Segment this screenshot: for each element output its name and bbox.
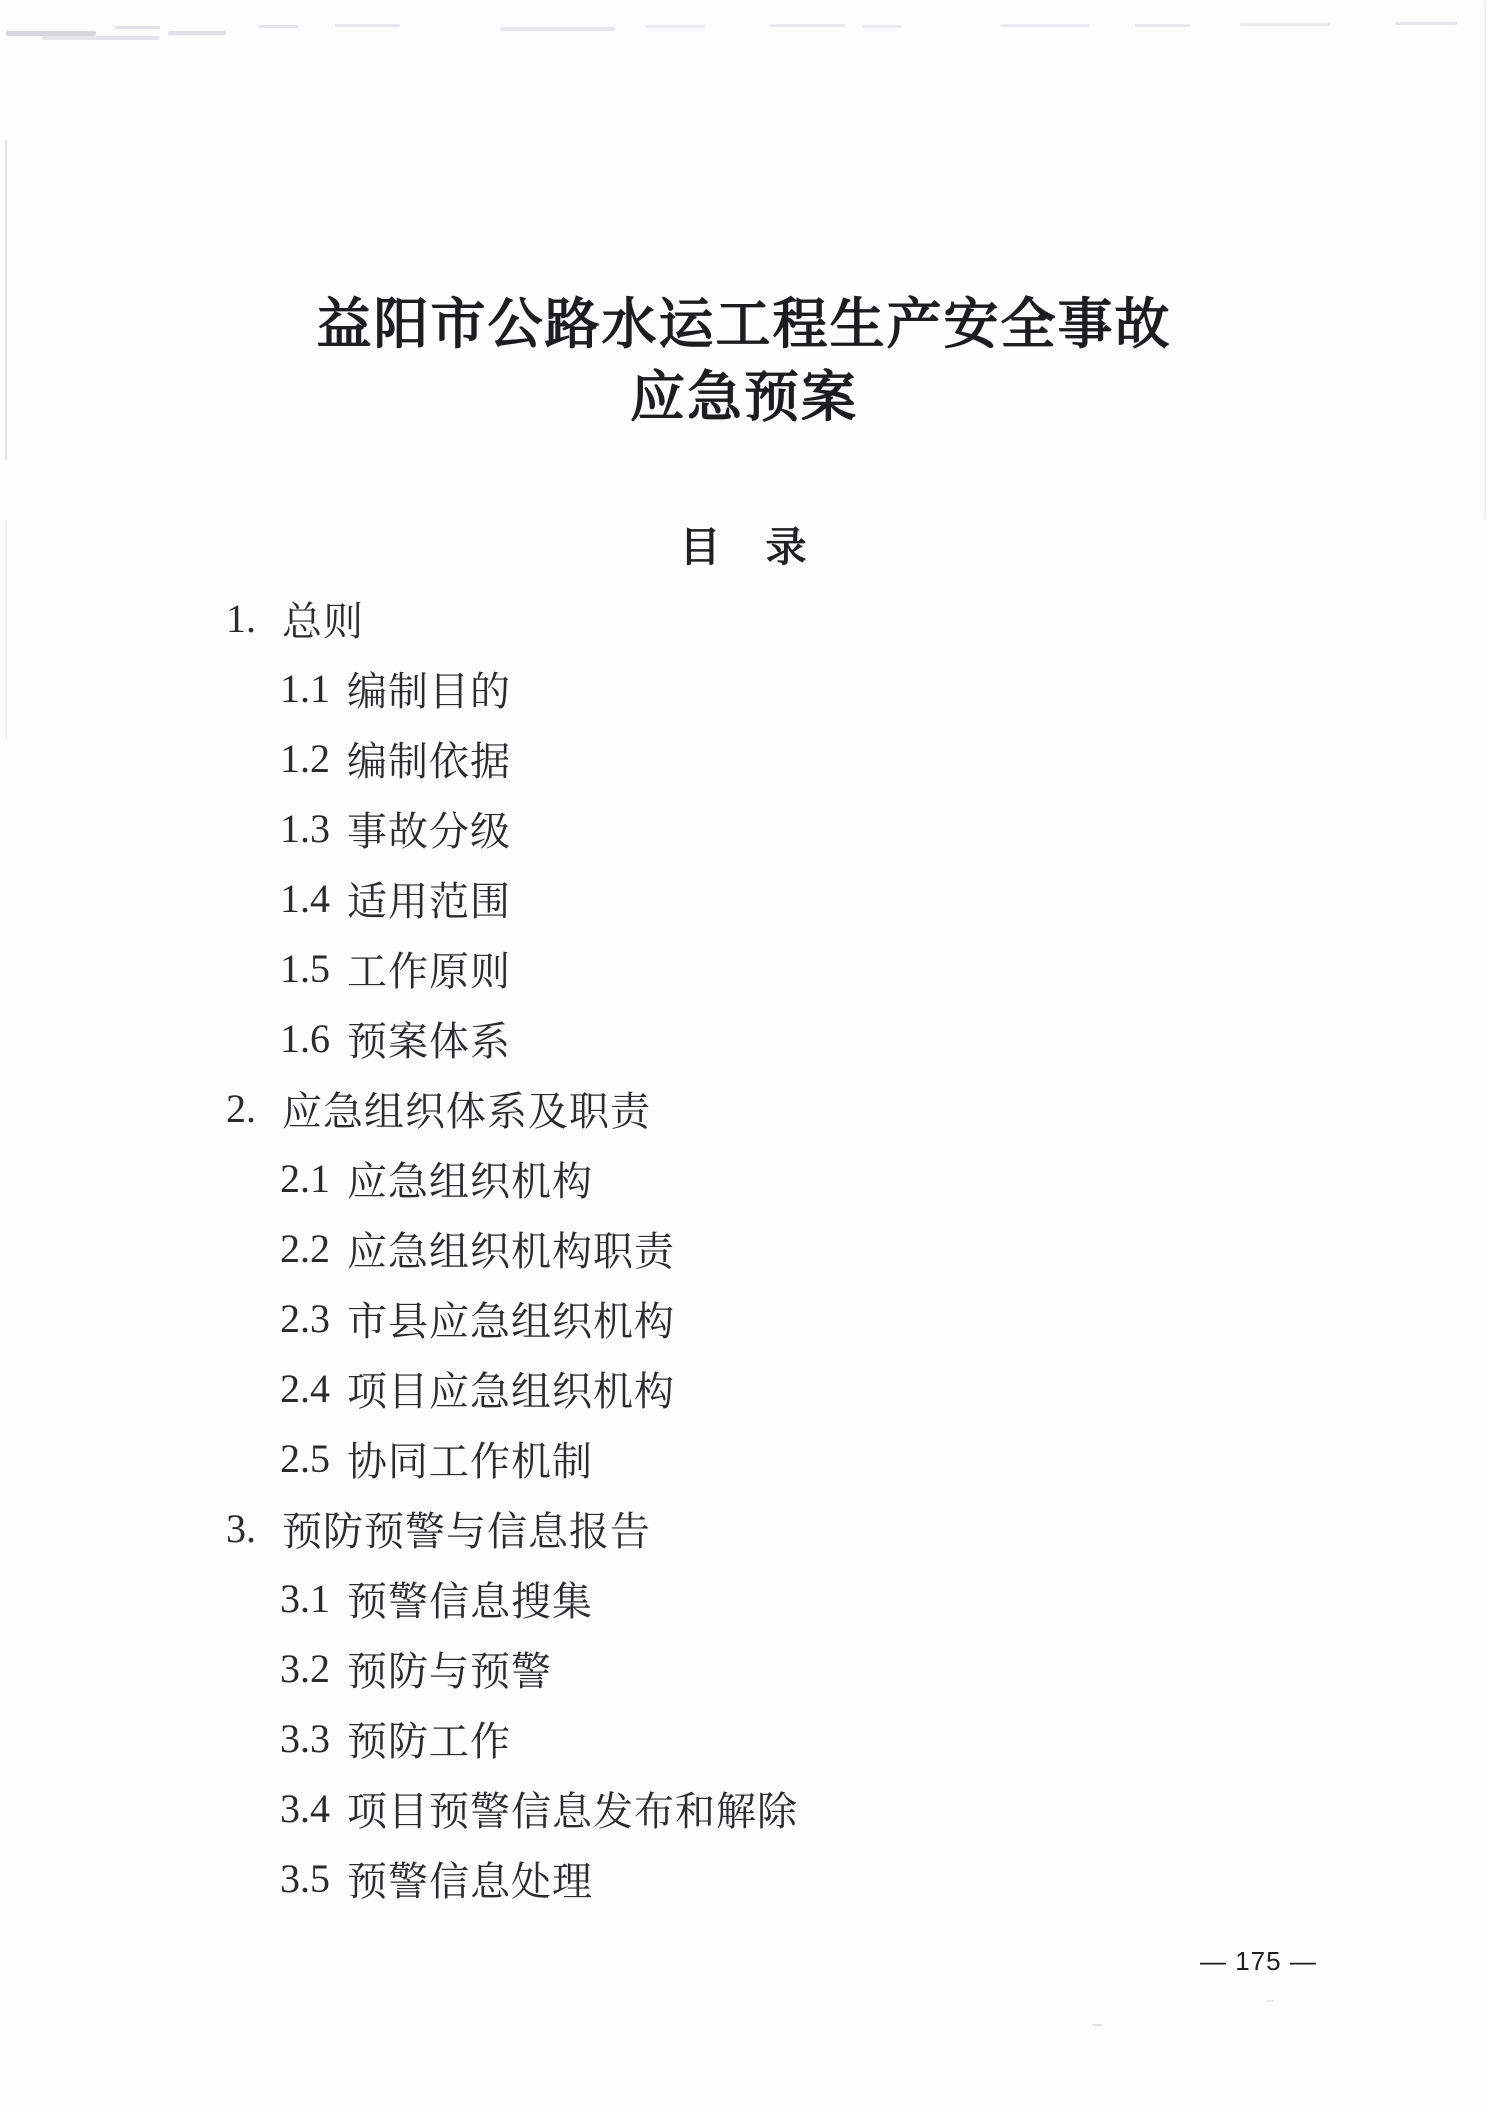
toc-item-2-2 bbox=[226, 1213, 798, 1283]
scan-streak bbox=[1000, 24, 1090, 27]
toc-item-1-1 bbox=[226, 653, 798, 723]
toc-item-label: 适用范围 bbox=[347, 878, 511, 924]
toc-item-2-1 bbox=[226, 1143, 798, 1213]
toc-list bbox=[226, 583, 798, 1913]
toc-item-1-2 bbox=[226, 723, 798, 793]
toc-item-number: 3.1 bbox=[280, 1575, 330, 1621]
toc-item-number: 3.5 bbox=[280, 1855, 330, 1901]
toc-item-number: 1.1 bbox=[280, 665, 330, 711]
toc-item-1-5 bbox=[226, 933, 798, 1003]
scan-streak bbox=[770, 24, 845, 27]
toc-item-number: 3.3 bbox=[280, 1715, 330, 1761]
toc-item-3 bbox=[226, 1493, 798, 1563]
toc-item-number: 2.2 bbox=[280, 1225, 330, 1271]
toc-item-2-5 bbox=[226, 1423, 798, 1493]
toc-item-2-3 bbox=[226, 1283, 798, 1353]
toc-item-label: 编制依据 bbox=[347, 738, 511, 784]
toc-item-number: 2.4 bbox=[280, 1365, 330, 1411]
toc-item-number: 1.4 bbox=[280, 875, 330, 921]
toc-item-number: 3. bbox=[226, 1505, 256, 1551]
toc-item-1-3 bbox=[226, 793, 798, 863]
toc-item-3-3 bbox=[226, 1703, 798, 1773]
toc-item-label: 预警信息搜集 bbox=[347, 1578, 593, 1624]
scan-streak bbox=[1395, 22, 1457, 25]
scan-speck bbox=[1092, 2024, 1102, 2026]
toc-item-3-4 bbox=[226, 1773, 798, 1843]
toc-item-3-2 bbox=[226, 1633, 798, 1703]
toc-item-2-4 bbox=[226, 1353, 798, 1423]
toc-item-label: 协同工作机制 bbox=[347, 1438, 593, 1484]
scan-speck bbox=[1266, 2000, 1274, 2002]
scan-streak bbox=[500, 27, 615, 31]
toc-item-label: 事故分级 bbox=[347, 808, 511, 854]
toc-item-label: 项目应急组织机构 bbox=[347, 1368, 675, 1414]
toc-item-1-6 bbox=[226, 1003, 798, 1073]
scan-streak bbox=[862, 25, 902, 28]
scan-streak bbox=[1240, 23, 1330, 26]
toc-item-label: 预警信息处理 bbox=[347, 1858, 593, 1904]
toc-item-label: 预防与预警 bbox=[347, 1648, 552, 1694]
toc-item-number: 1.5 bbox=[280, 945, 330, 991]
toc-item-label: 预案体系 bbox=[347, 1018, 511, 1064]
toc-item-label: 总则 bbox=[282, 598, 364, 644]
toc-item-1 bbox=[226, 583, 798, 653]
toc-item-number: 3.2 bbox=[280, 1645, 330, 1691]
toc-item-number: 1.2 bbox=[280, 735, 330, 781]
document-title-line1: 益阳市公路水运工程生产安全事故 bbox=[316, 294, 1172, 355]
toc-item-number: 1. bbox=[226, 595, 256, 641]
toc-item-number: 2.3 bbox=[280, 1295, 330, 1341]
scan-streak bbox=[335, 24, 400, 27]
toc-item-label: 应急组织机构 bbox=[347, 1158, 593, 1204]
document-title-line2: 应急预案 bbox=[629, 367, 858, 428]
toc-item-label: 编制目的 bbox=[347, 668, 511, 714]
toc-item-number: 2.1 bbox=[280, 1155, 330, 1201]
toc-heading: 目 录 bbox=[679, 524, 809, 570]
scan-streak bbox=[1135, 24, 1190, 27]
scan-streak bbox=[645, 25, 705, 28]
toc-item-number: 3.4 bbox=[280, 1785, 330, 1831]
toc-item-label: 预防预警与信息报告 bbox=[282, 1508, 651, 1554]
toc-item-label: 市县应急组织机构 bbox=[347, 1298, 675, 1344]
scan-streak bbox=[258, 25, 298, 28]
toc-item-label: 应急组织机构职责 bbox=[347, 1228, 675, 1274]
toc-item-number: 2. bbox=[226, 1085, 256, 1131]
toc-item-1-4 bbox=[226, 863, 798, 933]
toc-item-3-5 bbox=[226, 1843, 798, 1913]
page-number: — 175 — bbox=[1200, 1946, 1317, 1976]
scan-streak bbox=[42, 36, 160, 40]
document-title bbox=[0, 288, 1488, 434]
scan-edge-line bbox=[1484, 0, 1486, 520]
toc-item-label: 预防工作 bbox=[347, 1718, 511, 1764]
toc-item-number: 1.3 bbox=[280, 805, 330, 851]
toc-item-number: 1.6 bbox=[280, 1015, 330, 1061]
toc-item-label: 应急组织体系及职责 bbox=[282, 1088, 651, 1134]
scan-streak bbox=[168, 31, 226, 35]
scan-streak bbox=[115, 26, 160, 29]
toc-item-label: 项目预警信息发布和解除 bbox=[347, 1788, 798, 1834]
toc-item-3-1 bbox=[226, 1563, 798, 1633]
toc-item-number: 2.5 bbox=[280, 1435, 330, 1481]
toc-item-label: 工作原则 bbox=[347, 948, 511, 994]
toc-item-2 bbox=[226, 1073, 798, 1143]
